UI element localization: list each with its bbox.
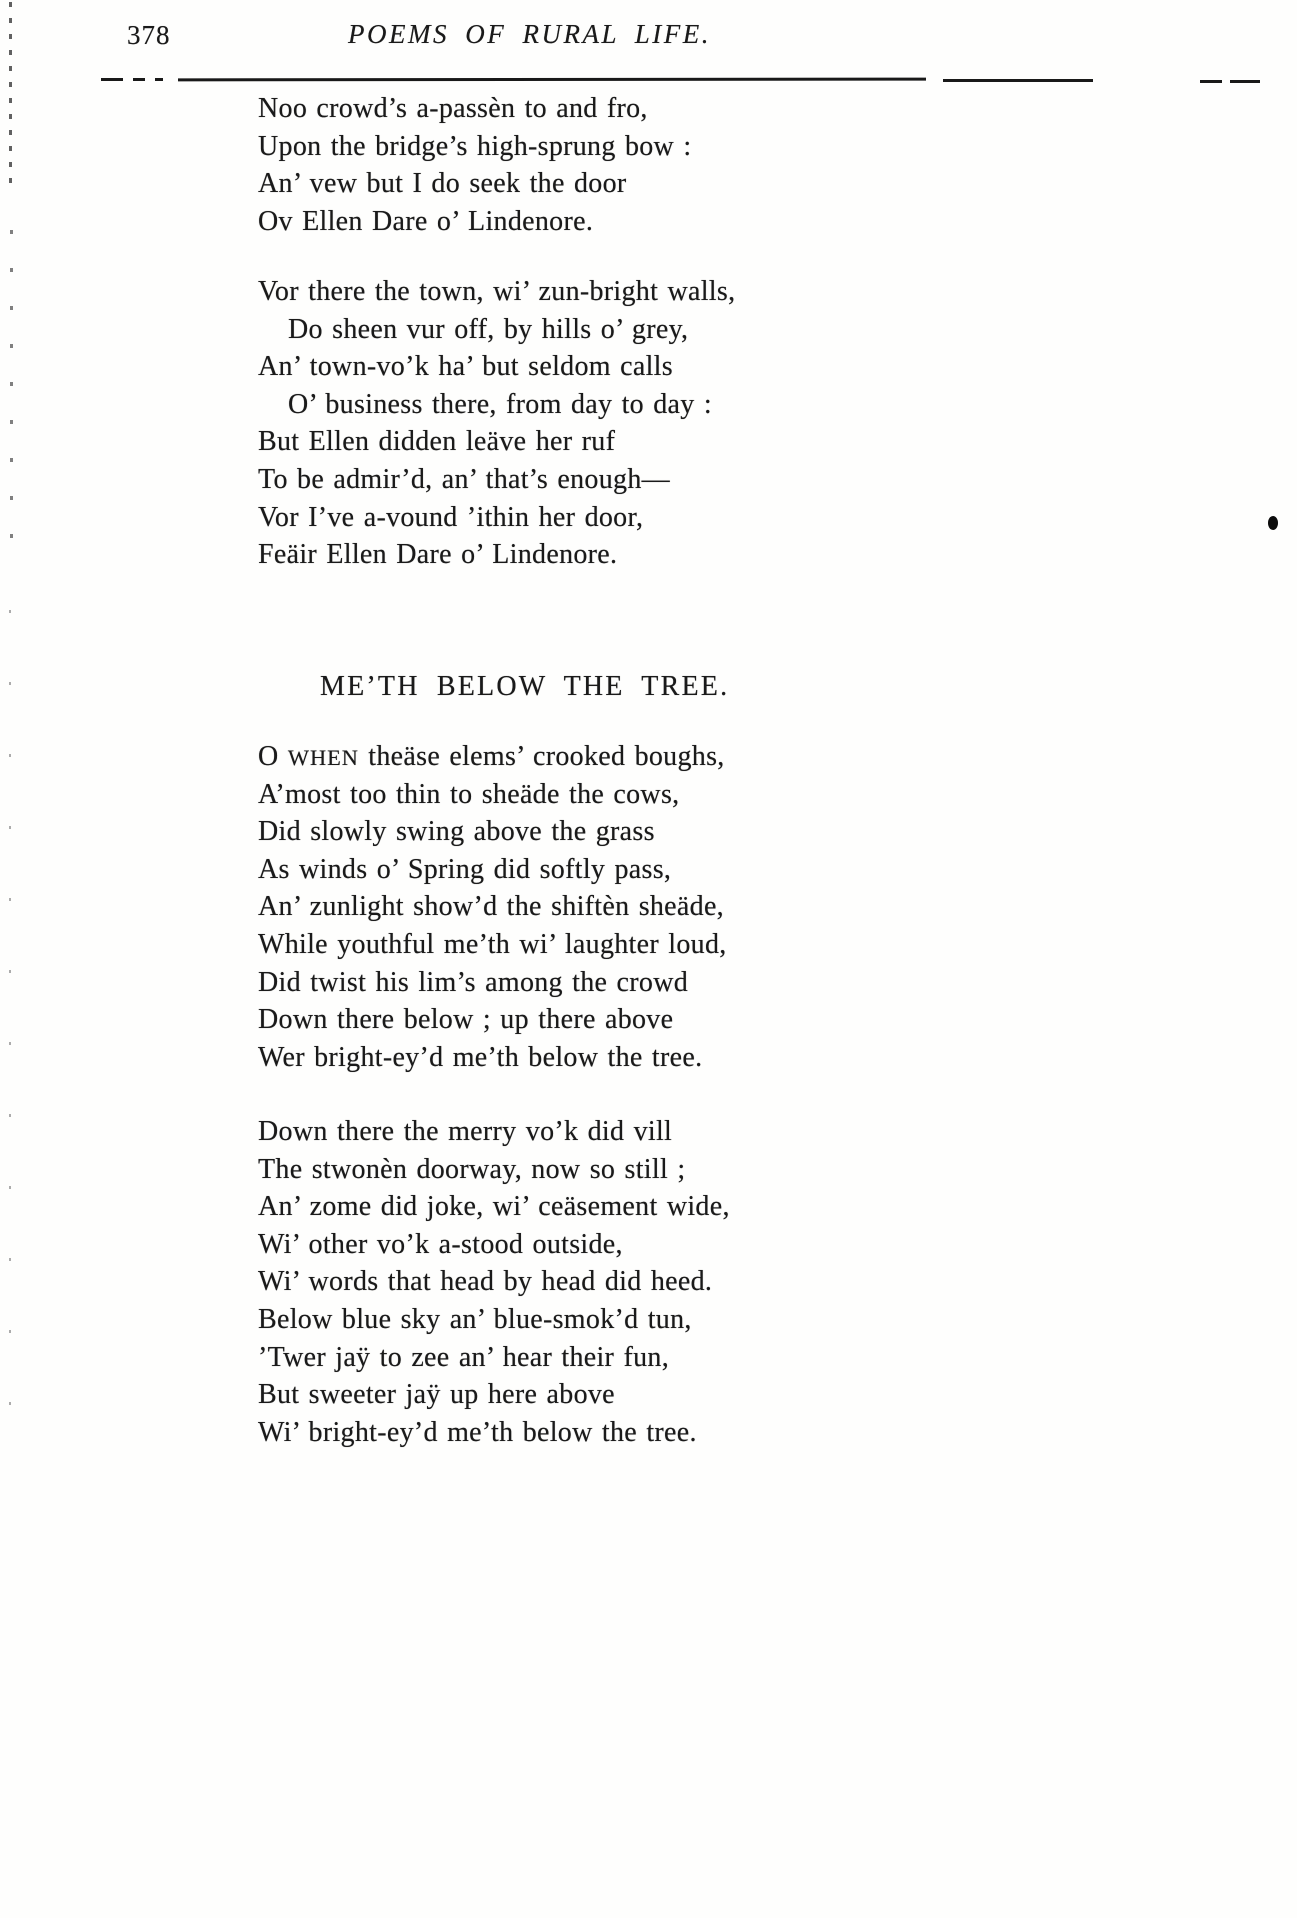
poem-line: Below blue sky an’ blue-smok’d tun,	[258, 1303, 692, 1335]
scan-gutter-artifacts	[9, 610, 11, 1450]
poem-line-opening	[258, 738, 727, 776]
poem-line: Ov Ellen Dare o’ Lindenore.	[258, 205, 594, 237]
page-number: 378	[127, 20, 171, 50]
scan-gutter-artifacts	[9, 2, 12, 187]
rule-segment	[101, 78, 123, 81]
rule-segment	[1200, 80, 1222, 83]
poem-line: ’Twer jaÿ to zee an’ hear their fun,	[258, 1341, 670, 1373]
poem-line: An’ vew but I do seek the door	[258, 168, 627, 200]
rule-segment	[133, 78, 145, 81]
rule-segment	[943, 79, 1093, 82]
scan-gutter-artifacts	[10, 230, 13, 560]
poem-meth-stanza-1	[258, 738, 727, 1076]
poem-line: An’ town-vo’k ha’ but seldom calls	[258, 351, 673, 383]
poem-line: Wi’ other vo’k a-stood outside,	[258, 1228, 623, 1260]
poem-line: Down there the merry vo’k did vill	[258, 1116, 673, 1147]
poem-line: An’ zunlight show’d the shiftèn sheäde,	[258, 891, 724, 923]
opening-rest: theäse elems’ crooked boughs,	[358, 741, 725, 772]
poem-line: Wi’ words that head by head did heed.	[258, 1266, 713, 1298]
poem-line: But Ellen didden leäve her ruf	[258, 426, 616, 458]
poem-previous-stanza-2	[258, 273, 735, 574]
poem-line: But sweeter jaÿ up here above	[258, 1379, 615, 1411]
poem-line: Feäir Ellen Dare o’ Lindenore.	[258, 539, 618, 571]
poem-title: ME’TH BELOW THE TREE.	[320, 671, 730, 702]
poem-line: Wer bright-ey’d me’th below the tree.	[258, 1041, 703, 1073]
opening-initial: O	[258, 741, 288, 772]
ink-spot-artifact	[1268, 516, 1278, 530]
poem-previous-stanza-1	[258, 90, 691, 240]
poem-line: Upon the bridge’s high-sprung bow :	[258, 130, 692, 162]
poem-line: To be admir’d, an’ that’s enough—	[258, 463, 670, 495]
poem-line: As winds o’ Spring did softly pass,	[258, 853, 672, 885]
poem-line: Wi’ bright-ey’d me’th below the tree.	[258, 1416, 697, 1448]
poem-line: Noo crowd’s a-passèn to and fro,	[258, 93, 648, 124]
poem-line: Did slowly swing above the grass	[258, 816, 655, 848]
poem-line: Do sheen vur off, by hills o’ grey,	[288, 313, 689, 345]
running-title: POEMS OF RURAL LIFE.	[348, 19, 711, 49]
poem-line: The stwonèn doorway, now so still ;	[258, 1153, 686, 1185]
opening-small-caps: WHEN	[287, 745, 359, 770]
poem-line: A’most too thin to sheäde the cows,	[258, 778, 680, 810]
poem-line: Vor there the town, wi’ zun-bright walls,	[258, 276, 736, 307]
poem-meth-stanza-2	[258, 1113, 730, 1451]
poem-line: Vor I’ve a-vound ’ithin her door,	[258, 501, 644, 533]
rule-segment	[178, 78, 926, 82]
header-rule	[0, 76, 1297, 84]
poem-line: While youthful me’th wi’ laughter loud,	[258, 928, 727, 960]
rule-segment	[1230, 80, 1260, 83]
poem-line: O’ business there, from day to day :	[288, 388, 712, 420]
poem-line: An’ zome did joke, wi’ ceäsement wide,	[258, 1191, 730, 1223]
poem-line: Did twist his lim’s among the crowd	[258, 966, 689, 998]
poem-line: Down there below ; up there above	[258, 1004, 674, 1036]
rule-segment	[155, 78, 163, 81]
